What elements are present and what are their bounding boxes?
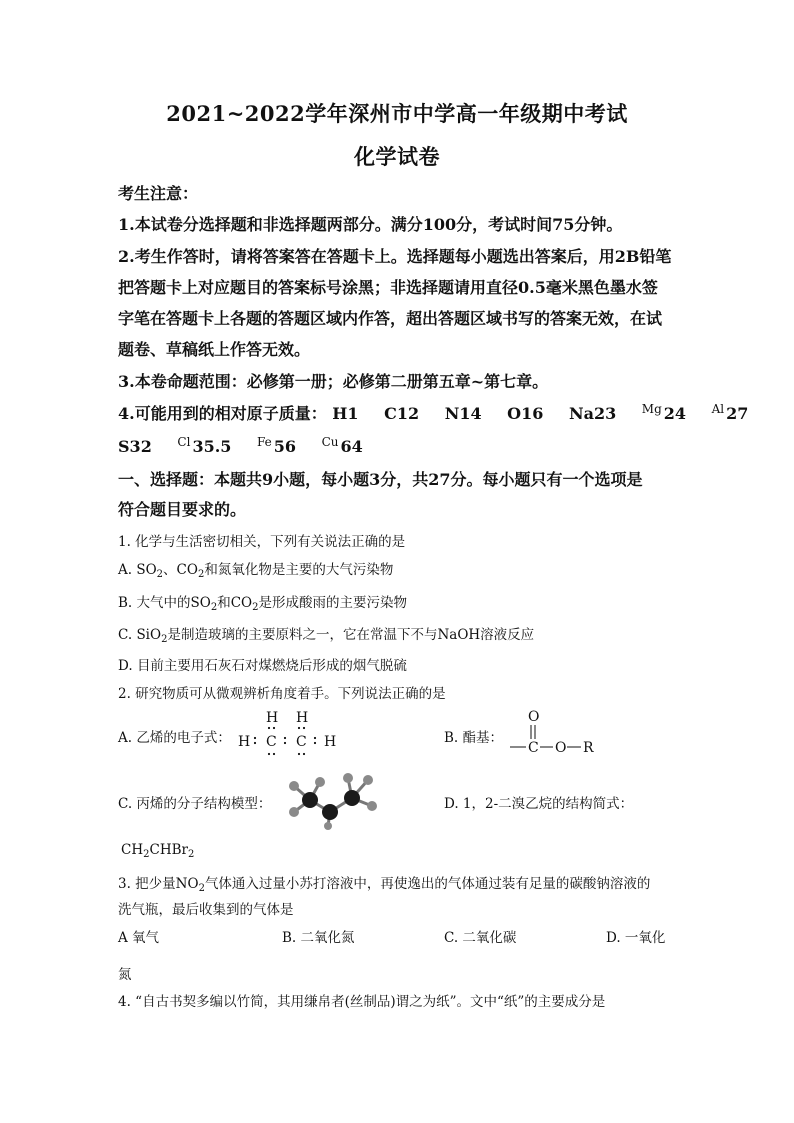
pm-hydrogen [324,822,332,830]
ef-dot [303,727,305,729]
mass-al-value: 27 [726,404,749,423]
q1-c-sub: 2 [161,634,168,645]
pm-hydrogen [315,777,325,787]
q2-stem: 2. 研究物质可从微观辨析角度着手。下列说法正确的是 [118,686,446,702]
pm-carbon [344,790,360,806]
pm-hydrogen [363,775,373,785]
q1-c-label: C. [118,627,133,643]
q3-stem-sub: 2 [198,883,205,894]
mass-s: S32 [118,437,152,456]
ef-dot [298,727,300,729]
ef-h-top-right: H [296,710,309,726]
q1-b-mid: 和CO [217,595,253,611]
q3-option-c: C. 二氧化碳 [444,930,517,946]
ester-o-single: O [555,740,567,756]
q1-a-sub2: 2 [197,569,205,580]
ester-r: R [583,740,594,756]
mass-mg-value: 24 [663,404,687,423]
mass-c: C12 [384,404,420,423]
ef-dot [273,727,275,729]
q1-d-text: 目前主要用石灰石对煤燃烧后形成的烟气脱硫 [136,658,407,674]
mass-n: N14 [444,404,482,423]
pm-hydrogen [343,773,353,783]
q2-d-formula-a: CH [121,842,144,858]
ef-dot [284,737,286,739]
mass-cu-value: 64 [340,437,363,456]
atomic-masses-line-2 [118,435,363,456]
notice-line-4: 字笔在答题卡上各题的答题区域内作答，超出答题区域书写的答案无效，在试 [118,309,663,328]
mass-h: H1 [332,404,359,423]
atomic-masses-line-1 [118,401,748,424]
ef-dot [254,737,256,739]
q2-option-b: B. 酯基： [444,730,504,746]
q2-d-formula-b: CHBr [149,842,188,858]
q1-d-label: D. [118,658,133,674]
mass-cl-value: 35.5 [192,437,232,456]
ef-c-left: C [266,734,277,750]
mass-fe-symbol: Fe [256,435,272,449]
ef-h-right: H [324,734,337,750]
pm-hydrogen [289,781,299,791]
ef-dot [314,742,316,744]
ester-group-structure [508,706,600,758]
ef-c-right: C [296,734,307,750]
mass-mg-symbol: Mg [641,402,662,416]
mass-fe-value: 56 [273,437,297,456]
q2-option-c: C. 丙烯的分子结构模型： [118,796,272,812]
q1-a-so: SO [136,562,157,578]
section-heading-line-1: 一、选择题：本题共9小题，每小题3分，共27分。每小题只有一个选项是 [118,470,643,489]
q1-b-pre: 大气中的SO [136,595,211,611]
ef-dot [314,737,316,739]
q1-stem: 1. 化学与生活密切相关，下列有关说法正确的是 [118,534,406,550]
q1-a-label: A. [118,562,133,578]
notice-line-3: 把答题卡上对应题目的答案标号涂黑；非选择题请用直径0.5毫米黑色墨水签 [118,278,658,297]
ef-h-left: H [238,734,251,750]
q3-stem-pre: 3. 把少量NO [118,876,199,892]
q4-stem: 4. “自古书契多编以竹简，其用缣帛者(丝制品)谓之为纸”。文中“纸”的主要成分是 [118,994,606,1010]
mass-o: O16 [507,404,544,423]
ef-dot [254,742,256,744]
mass-na: Na23 [568,404,617,423]
q1-b-label: B. [118,595,133,611]
q2-d-formula-sub2: 2 [187,849,195,860]
q2-d-formula [121,842,194,860]
ester-o-top: O [528,709,540,725]
ef-dot [284,742,286,744]
q1-a-mid: 、CO [163,562,198,578]
q1-option-c [118,623,534,645]
ester-c: C [528,740,539,756]
q1-c-rest: 是制造玻璃的主要原料之一，它在常温下不与NaOH溶液反应 [167,627,535,643]
q3-option-a: A 氧气 [118,930,160,946]
pm-hydrogen [289,807,299,817]
q1-b-rest: 是形成酸雨的主要污染物 [258,595,407,611]
notice-line-1: 1.本试卷分选择题和非选择题两部分。满分100分，考试时间75分钟。 [118,215,623,234]
exam-subtitle: 化学试卷 [354,144,440,169]
q2-option-a: A. 乙烯的电子式： [118,730,231,746]
propene-ball-model [280,768,384,830]
q1-b-sub1: 2 [210,602,218,613]
q3-stem-line-2: 洗气瓶，最后收集到的气体是 [118,902,294,918]
q1-option-a [118,558,393,580]
mass-al-symbol: Al [711,402,725,416]
mass-cu-symbol: Cu [321,435,339,449]
q3-stem [118,872,650,894]
ef-dot [273,753,275,755]
pm-carbon [302,792,318,808]
mass-cl-symbol: Cl [177,435,191,449]
q3-option-d: D. 一氧化 [606,930,666,946]
ef-dot [298,753,300,755]
q3-stem-post: 气体通入过量小苏打溶液中，再使逸出的气体通过装有足量的碳酸钠溶液的 [204,876,651,892]
ef-dot [268,727,270,729]
q3-option-d-continued: 氮 [118,967,132,983]
ef-dot [303,753,305,755]
notice-line-6: 3.本卷命题范围：必修第一册；必修第二册第五章~第七章。 [118,372,549,391]
pm-hydrogen [367,801,377,811]
exam-title: 2021~2022学年深州市中学高一年级期中考试 [166,101,628,126]
ethylene-electron-formula [236,706,348,760]
q3-option-b: B. 二氧化氮 [282,930,355,946]
notice-line-2: 2.考生作答时，请将答案答在答题卡上。选择题每小题选出答案后，用2B铅笔 [118,247,672,266]
q2-option-d: D. 1，2-二溴乙烷的结构简式： [444,796,634,812]
q1-option-b [118,591,407,613]
q1-a-sub1: 2 [156,569,164,580]
ef-h-top-left: H [266,710,279,726]
section-heading-line-2: 符合题目要求的。 [118,500,247,519]
ef-dot [268,753,270,755]
notice-heading: 考生注意： [118,184,199,203]
masses-label: 4.可能用到的相对原子质量： [118,404,327,423]
q1-c-si: SiO [136,627,162,643]
notice-line-5: 题卷、草稿纸上作答无效。 [118,340,311,359]
q1-a-rest: 和氮氧化物是主要的大气污染物 [204,562,394,578]
pm-carbon [322,804,338,820]
q1-b-sub2: 2 [252,602,259,613]
q1-option-d [118,654,407,674]
q2-d-formula-sub1: 2 [143,849,150,860]
